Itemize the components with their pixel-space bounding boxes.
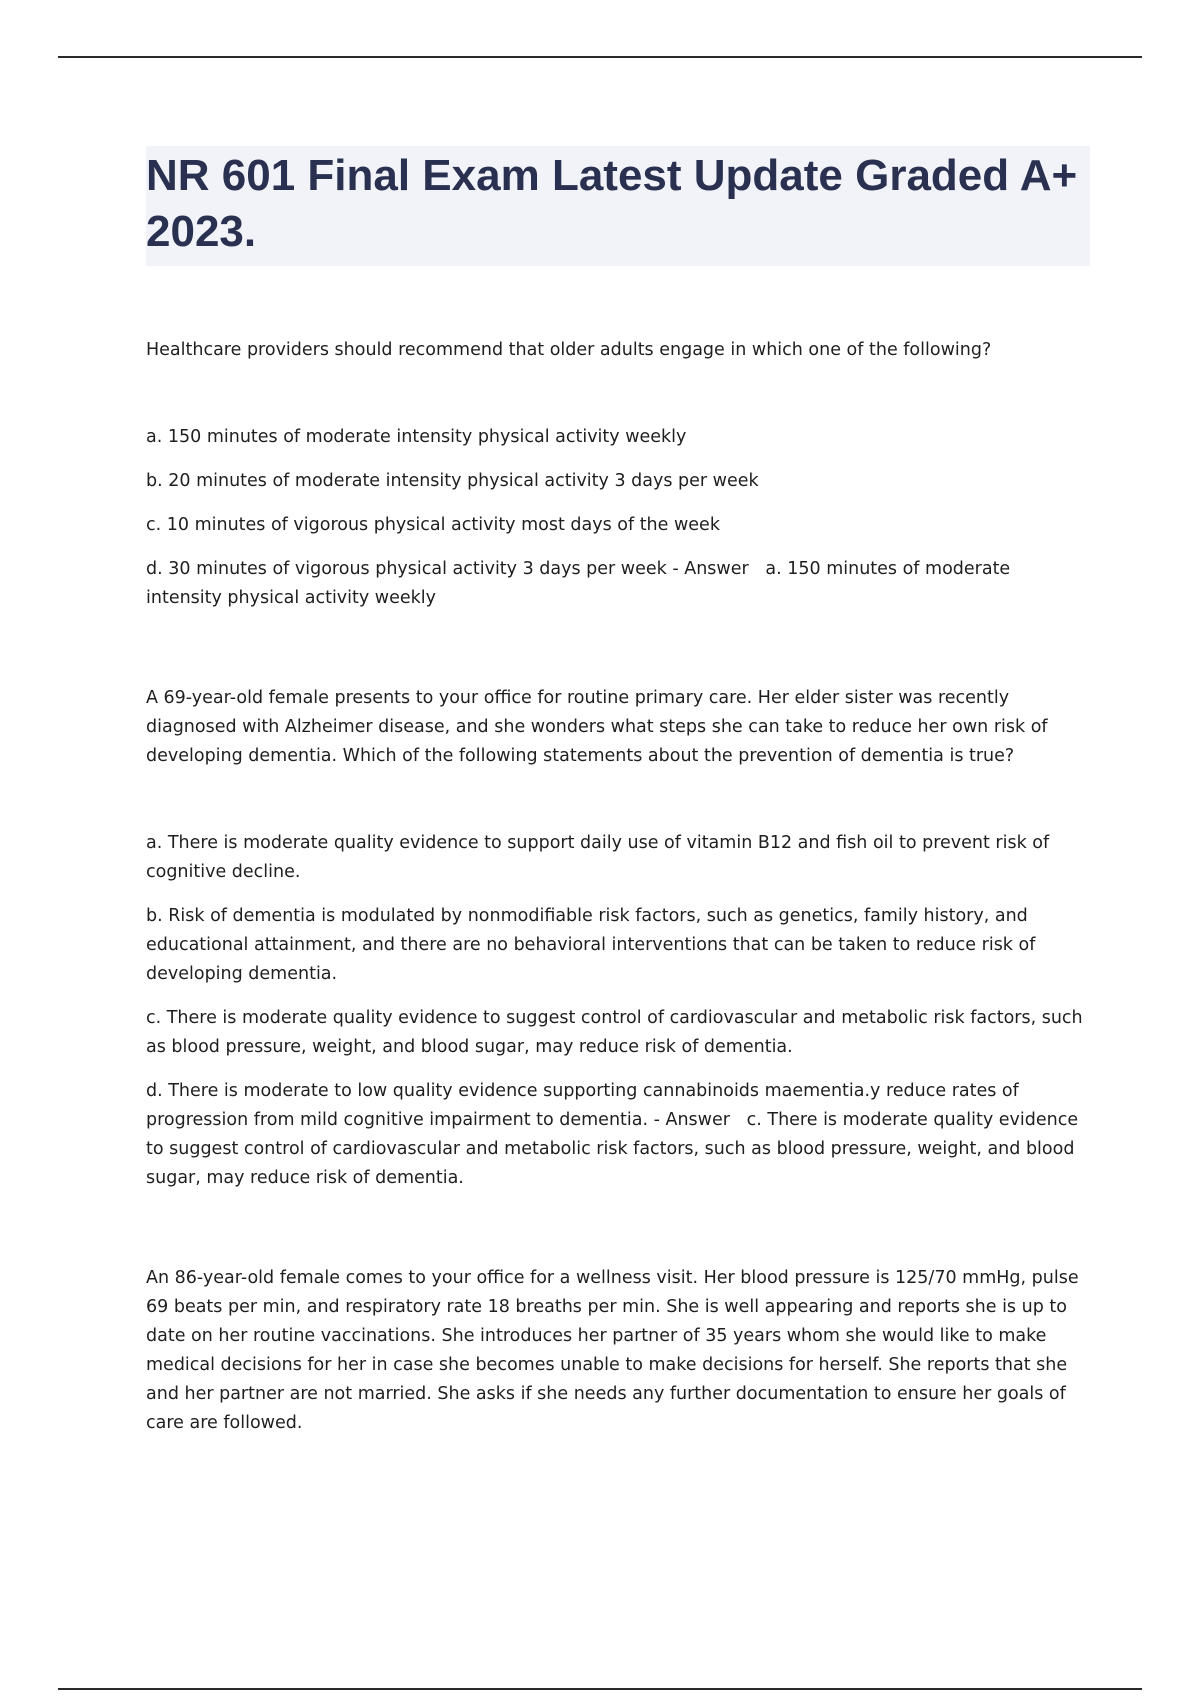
option-2a: a. There is moderate quality evidence to support daily use of vitamin B12 and fish oil to prevent risk of cognitive decline. [146,833,1050,882]
top-rule [58,56,1142,58]
question-text-1: Healthcare providers should recommend that older adults engage in which one of the following? [146,340,992,360]
option-2d-with-answer [146,1077,1090,1193]
option-1d: d. 30 minutes of vigorous physical activity 3 days per week [146,559,667,579]
answer-label-1: - Answer [666,559,766,579]
options-list-2 [146,829,1090,1193]
answer-2: c. There is moderate quality evidence to suggest control of cardiovascular and metabolic risk factors, such as blood pressure, weight, and blood sugar, may reduce risk of dementia. [146,1110,1079,1188]
question-text-3: An 86-year-old female comes to your office for a wellness visit. Her blood pressure is 125/70 mmHg, pulse 69 beats per min, and respiratory rate 18 breaths per min. She is well appearing and reports she is up to date on her routine vaccinations. She introduces her partner of 35 years whom she would like to make medical decisions for her in case she becomes unable to make decisions for herself. She reports that she and her partner are not married. She asks if she needs any further documentation to ensure her goals of care are followed. [146,1268,1079,1433]
document-title: NR 601 Final Exam Latest Update Graded A+ 2023. [146,151,1078,256]
option-2d: d. There is moderate to low quality evidence supporting cannabinoids maementia.y reduce rates of progression from mild cognitive impairment to dementia. [146,1081,1019,1130]
option-1c: c. 10 minutes of vigorous physical activity most days of the week [146,515,720,535]
option-2b: b. Risk of dementia is modulated by nonmodifiable risk factors, such as genetics, family history, and educational attainment, and there are no behavioral interventions that can be taken to reduce risk of developing dementia. [146,906,1036,984]
answer-label-2: - Answer [648,1110,747,1130]
question-block-2 [146,684,1090,1193]
option-1d-with-answer [146,555,1090,613]
question-block-1 [146,336,1090,613]
document-body [146,146,1090,1438]
option-1a: a. 150 minutes of moderate intensity physical activity weekly [146,427,687,447]
title-banner [146,146,1090,266]
question-block-3 [146,1264,1090,1438]
answer-1: a. 150 minutes of moderate intensity physical activity weekly [146,559,1011,608]
option-1b: b. 20 minutes of moderate intensity physical activity 3 days per week [146,471,759,491]
question-text-2: A 69-year-old female presents to your office for routine primary care. Her elder sister was recently diagnosed with Alzheimer disease, and she wonders what steps she can take to reduce her own risk of developing dementia. Which of the following statements about the prevention of dementia is true? [146,688,1048,766]
option-2c: c. There is moderate quality evidence to suggest control of cardiovascular and metabolic risk factors, such as blood pressure, weight, and blood sugar, may reduce risk of dementia. [146,1008,1083,1057]
bottom-rule [58,1688,1142,1690]
options-list-1 [146,423,1090,613]
